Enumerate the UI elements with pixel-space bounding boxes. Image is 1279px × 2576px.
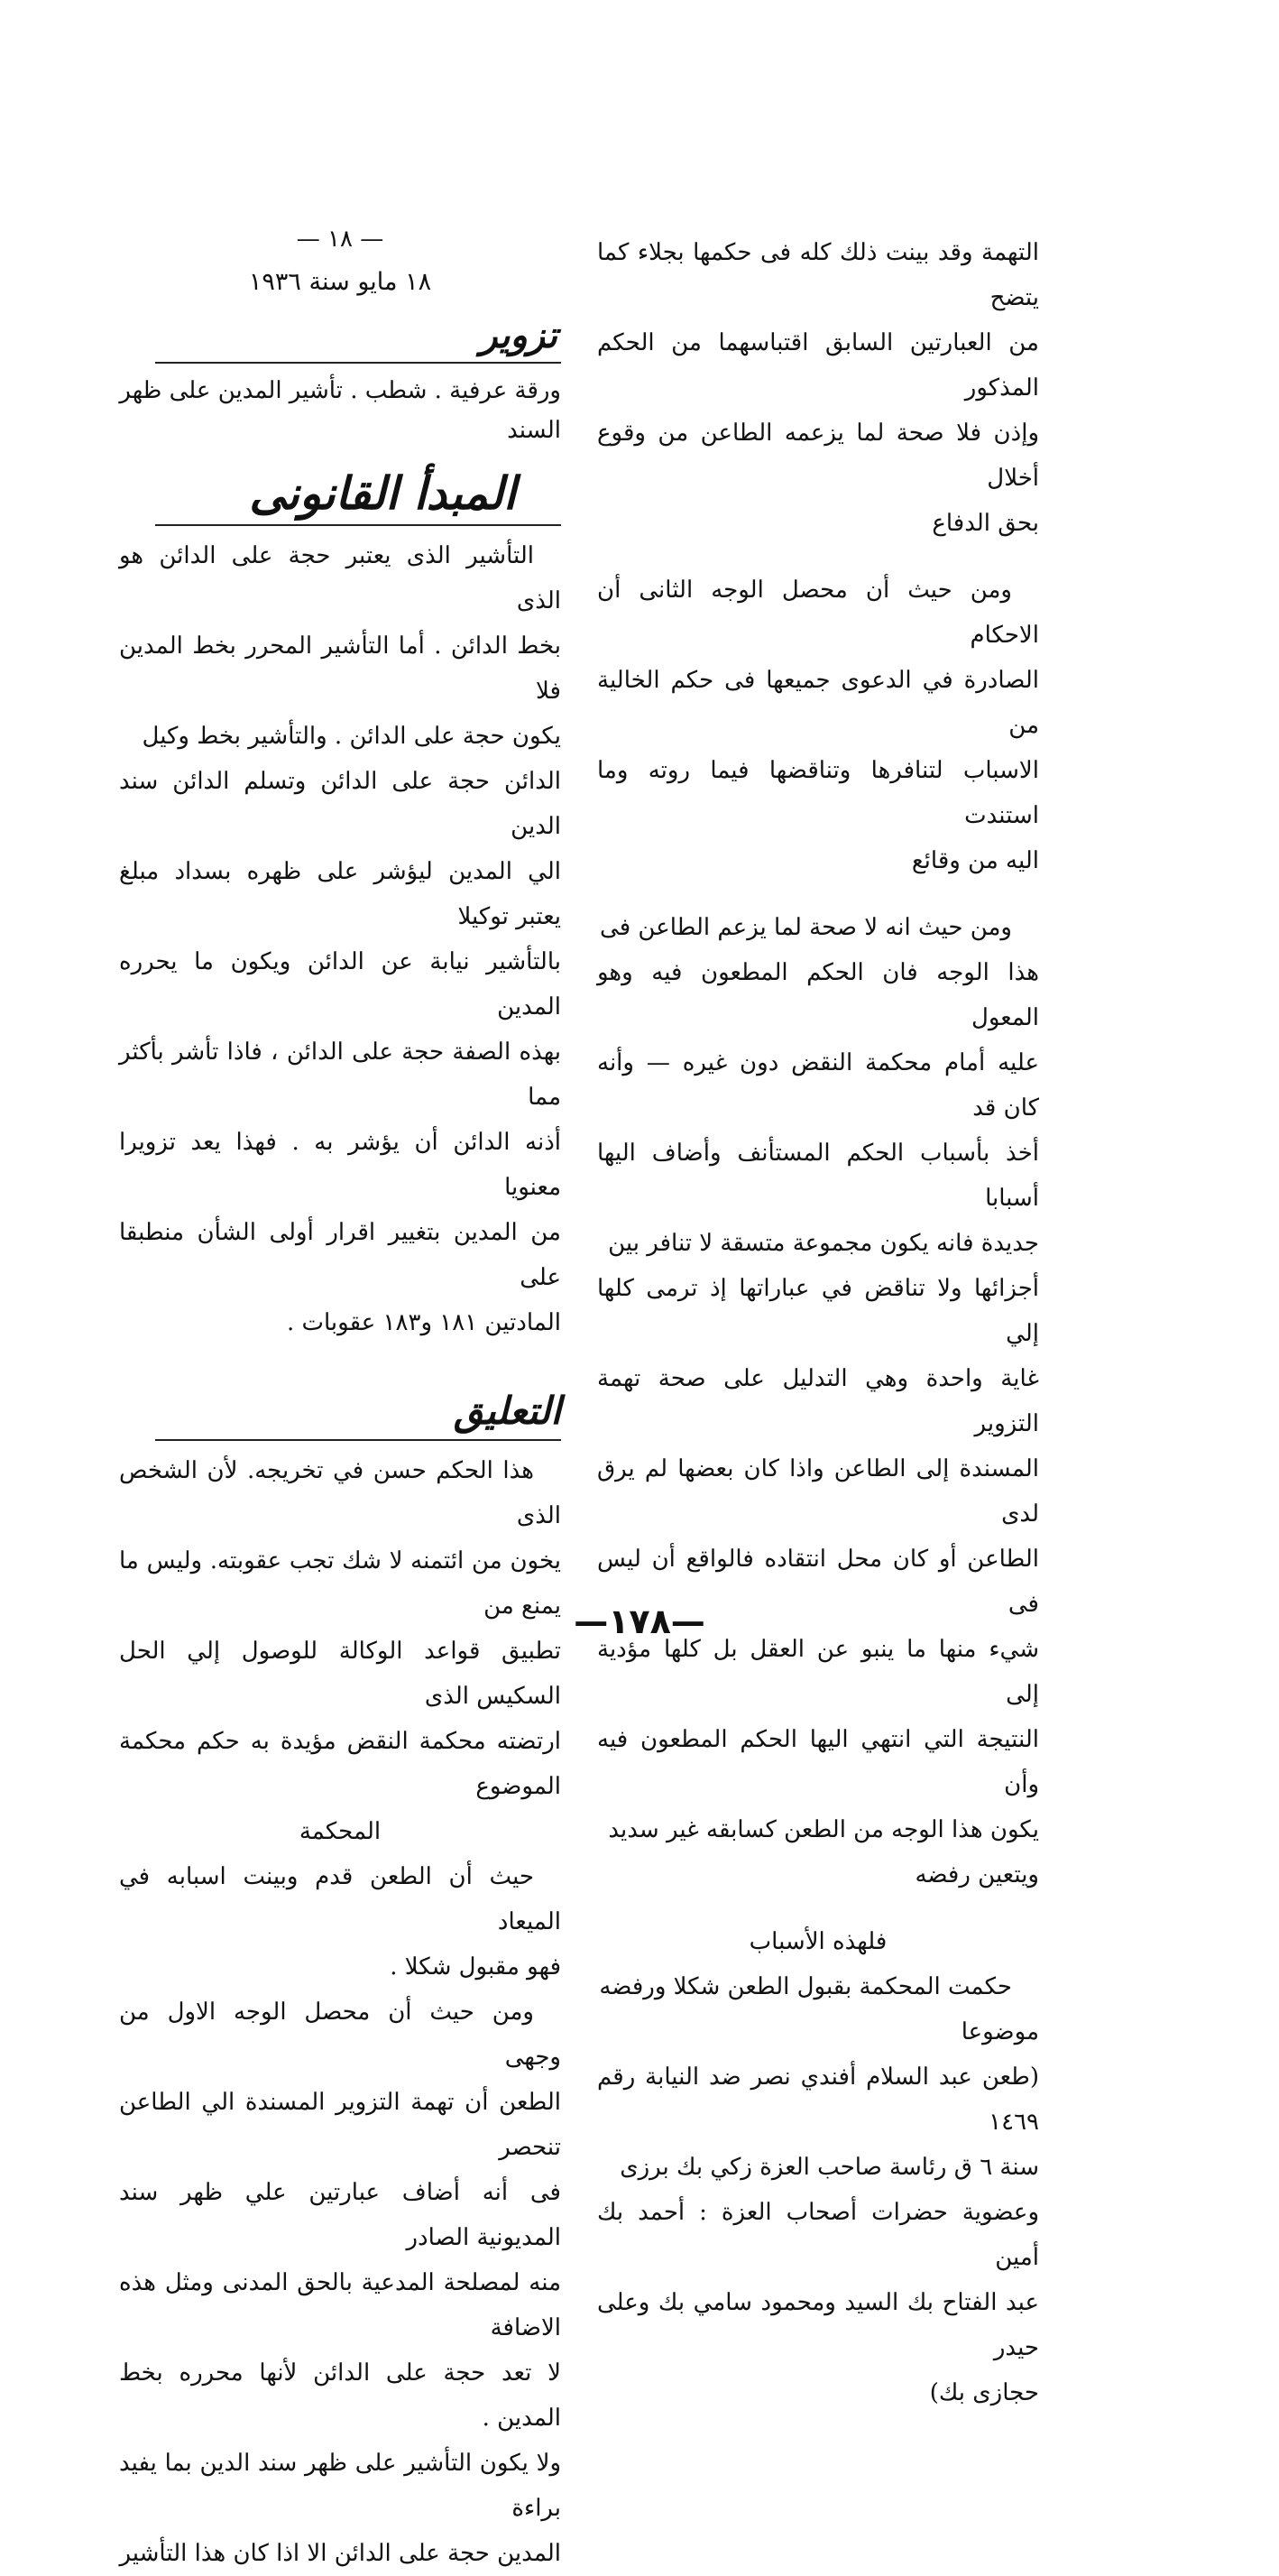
- text-line: سنة ٦ ق رئاسة صاحب العزة زكي بك برزى: [620, 2154, 1039, 2181]
- text-line: بالتأشير نيابة عن الدائن ويكون ما يحرره المدين: [119, 948, 561, 1020]
- divider: [155, 362, 561, 364]
- text-line: ارتضته محكمة النقض مؤيدة به حكم محكمة الموضوع: [119, 1728, 561, 1800]
- text-line: التأشير الذى يعتبر حجة على الدائن هو الذى: [119, 542, 561, 614]
- text-line: الصادرة في الدعوى جميعها فى حكم الخالية من: [597, 667, 1039, 739]
- text-line: جديدة فانه يكون مجموعة متسقة لا تنافر بين: [608, 1230, 1039, 1257]
- reasons-heading: فلهذه الأسباب: [749, 1928, 888, 1955]
- text-line: من المدين بتغيير اقرار أولى الشأن منطبقا على: [119, 1219, 561, 1291]
- keywords-line: ورقة عرفية . شطب . تأشير المدين على ظهر السند: [119, 377, 561, 444]
- text-line: المدين حجة على الدائن الا اذا كان هذا التأشير: [119, 2540, 561, 2567]
- text-line: أجزائها ولا تناقض في عباراتها إذ ترمى كلها إلي: [597, 1275, 1039, 1347]
- commentary-heading: التعليق: [453, 1389, 561, 1433]
- text-line: اليه من وقائع: [911, 847, 1039, 874]
- text-line: الطعن أن تهمة التزوير المسندة الي الطاعن تنحصر: [119, 2089, 561, 2161]
- left-column: [119, 221, 561, 2576]
- judgment-date: ١٨ مايو سنة ١٩٣٦: [248, 268, 432, 296]
- text-line: غاية واحدة وهي التدليل على صحة تهمة التزوير: [597, 1365, 1039, 1437]
- right-column: [597, 230, 1039, 2415]
- court-label: المحكمة: [299, 1818, 382, 1845]
- court-reasoning-2: [119, 1990, 561, 2576]
- text-line: الطاعن أو كان محل انتقاده فالواقع أن ليس فى: [597, 1546, 1039, 1618]
- text-line: وإذن فلا صحة لما يزعمه الطاعن من وقوع أخلال: [597, 420, 1039, 492]
- text-line: من العبارتين السابق اقتباسهما من الحكم المذكور: [597, 329, 1039, 402]
- text-line: ولا يكون التأشير على ظهر سند الدين بما يفيد براءة: [119, 2450, 561, 2522]
- case-title: تزوير: [480, 314, 557, 356]
- section-page-marker: — ١٨ —: [296, 226, 384, 253]
- legal-principle: [119, 533, 561, 1345]
- text-line: الدائن حجة على الدائن وتسلم الدائن سند الدين: [119, 768, 561, 840]
- text-line: بحق الدفاع: [932, 510, 1039, 537]
- page-number: —١٧٨—: [574, 1602, 705, 1641]
- text-line: أخذ بأسباب الحكم المستأنف وأضاف اليها أسبابا: [597, 1140, 1039, 1212]
- text-line: ومن حيث أن محصل الوجه الثانى أن الاحكام: [597, 577, 1039, 649]
- text-line: المسندة إلى الطاعن واذا كان بعضها لم يرق لدى: [597, 1455, 1039, 1528]
- paragraph-rebuttal: [597, 905, 1039, 1897]
- text-line: يخون من ائتمنه لا شك تجب عقوبته. وليس ما يمنع من: [119, 1547, 561, 1620]
- text-line: موضوعا: [961, 2018, 1039, 2045]
- text-line: لا تعد حجة على الدائن لأنها محرره بخط المدين .: [119, 2359, 561, 2432]
- paragraph-second-ground: [597, 568, 1039, 883]
- text-line: التهمة وقد بينت ذلك كله فى حكمها بجلاء كما يتضح: [597, 239, 1039, 311]
- text-line: بهذه الصفة حجة على الدائن ، فاذا تأشر بأكثر مما: [119, 1039, 561, 1111]
- text-line: شيء منها ما ينبو عن العقل بل كلها مؤدية إلى: [597, 1636, 1039, 1708]
- text-line: حكمت المحكمة بقبول الطعن شكلا ورفضه: [599, 1973, 1012, 2000]
- verdict: [597, 1964, 1039, 2054]
- text-line: منه لمصلحة المدعية بالحق المدنى ومثل هذه الاضافة: [119, 2269, 561, 2341]
- text-line: يكون حجة على الدائن . والتأشير بخط وكيل: [142, 723, 561, 750]
- text-line: النتيجة التي انتهي اليها الحكم المطعون فيه وأن: [597, 1726, 1039, 1798]
- text-line: فى أنه أضاف عبارتين علي ظهر سند المديونية الصادر: [119, 2179, 561, 2251]
- paragraph-continuation: [597, 230, 1039, 546]
- text-line: الي المدين ليؤشر على ظهره بسداد مبلغ يعتبر توكيلا: [119, 858, 561, 930]
- text-line: حيث أن الطعن قدم وبينت اسبابه في الميعاد: [119, 1863, 561, 1935]
- text-line: حجازى بك): [929, 2379, 1039, 2406]
- text-line: ويتعين رفضه: [915, 1861, 1039, 1888]
- text-line: ومن حيث أن محصل الوجه الاول من وجهى: [119, 1999, 561, 2071]
- divider: [155, 1439, 561, 1441]
- text-line: هذا الوجه فان الحكم المطعون فيه وهو المعول: [597, 959, 1039, 1031]
- text-line: ومن حيث انه لا صحة لما يزعم الطاعن فى: [600, 914, 1012, 941]
- text-line: بخط الدائن . أما التأشير المحرر بخط المدين فلا: [119, 632, 561, 705]
- principle-heading: المبدأ القانونى: [249, 466, 516, 520]
- text-line: يكون هذا الوجه من الطعن كسابقه غير سديد: [608, 1816, 1039, 1843]
- text-line: تطبيق قواعد الوكالة للوصول إلي الحل السكيس الذى: [119, 1638, 561, 1710]
- court-reasoning-1: [119, 1854, 561, 1990]
- text-line: المادتين ١٨١ و١٨٣ عقوبات .: [287, 1309, 561, 1336]
- text-line: أذنه الدائن أن يؤشر به . فهذا يعد تزويرا معنويا: [119, 1129, 561, 1201]
- text-line: وعضوية حضرات أصحاب العزة : أحمد بك أمين: [597, 2199, 1039, 2271]
- text-line: فهو مقبول شكلا .: [390, 1953, 561, 1980]
- text-line: هذا الحكم حسن في تخريجه. لأن الشخص الذى: [119, 1457, 561, 1529]
- case-citation: [597, 2054, 1039, 2415]
- text-line: (طعن عبد السلام أفندي نصر ضد النيابة رقم ١٤٦٩: [597, 2064, 1039, 2136]
- text-line: الاسباب لتنافرها وتناقضها فيما روته وما استندت: [597, 757, 1039, 829]
- divider: [155, 524, 561, 526]
- text-line: عبد الفتاح بك السيد ومحمود سامي بك وعلى حيدر: [597, 2289, 1039, 2361]
- text-line: عليه أمام محكمة النقض دون غيره — وأنه كان قد: [597, 1049, 1039, 1122]
